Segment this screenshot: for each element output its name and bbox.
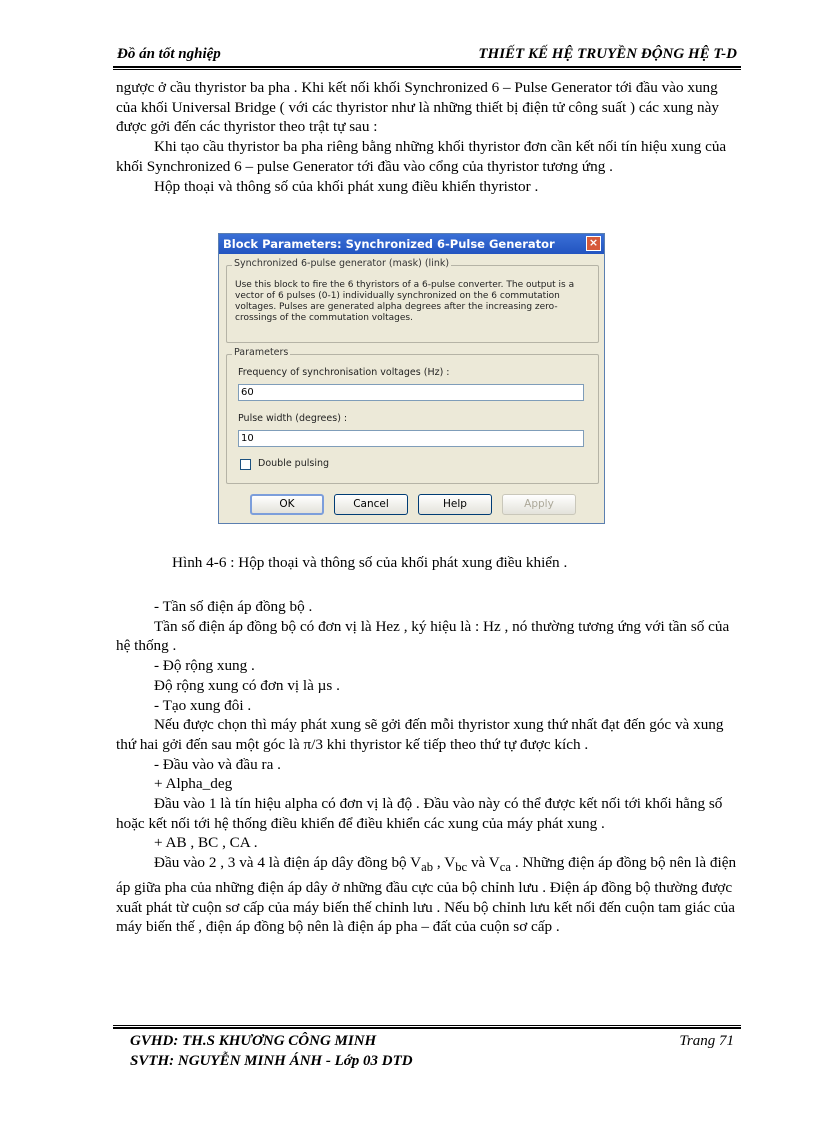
body-bottom — [116, 597, 740, 937]
mask-label: Synchronized 6-pulse generator (mask) (link) — [234, 258, 450, 269]
paragraph: Hộp thoại và thông số của khối phát xung điều khiển thyristor . — [154, 177, 539, 195]
dialog-title: Block Parameters: Synchronized 6-Pulse Generator — [223, 237, 555, 251]
paragraph: + AB , BC , CA . — [154, 834, 258, 852]
apply-button[interactable]: Apply — [502, 494, 576, 515]
footer-rule-thin — [113, 1025, 741, 1026]
pulse-width-input[interactable]: 10 — [238, 430, 584, 447]
block-parameters-dialog — [218, 233, 605, 524]
paragraph: - Tần số điện áp đồng bộ . — [154, 598, 313, 615]
text-run: và V — [467, 854, 500, 872]
paragraph: Nếu được chọn thì máy phát xung sẽ gởi đến mỗi thyristor xung thứ nhất đạt đến góc và xung thứ hai gởi đến sau một góc là π/3 khi thyristor kế tiếp theo thứ tự được kích . — [116, 716, 724, 753]
paragraph: - Đầu vào và đầu ra . — [154, 755, 281, 773]
header-left: Đồ án tốt nghiệp — [117, 46, 221, 62]
header-right: THIẾT KẾ HỆ TRUYỀN ĐỘNG HỆ T-D — [478, 46, 737, 62]
ok-button[interactable]: OK — [250, 494, 324, 515]
help-button[interactable]: Help — [418, 494, 492, 515]
parameters-label: Parameters — [234, 347, 289, 358]
paragraph: Độ rộng xung có đơn vị là µs . — [154, 676, 340, 694]
paragraph: + Alpha_deg — [154, 775, 233, 793]
paragraph: Khi tạo cầu thyristor ba pha riêng bằng những khối thyristor đơn cần kết nối tín hiệu xung của khối Synchronized 6 – pulse Generator tới đầu vào cổng của thyristor tương ứng . — [116, 138, 727, 175]
paragraph: - Độ rộng xung . — [154, 657, 255, 675]
page-number: Trang 71 — [679, 1033, 734, 1049]
text-run: Đầu vào 2 , 3 và 4 là điện áp dây đồng bộ V — [154, 854, 422, 872]
footer-rule — [113, 1027, 741, 1029]
paragraph: Đầu vào 1 là tín hiệu alpha có đơn vị là độ . Đầu vào này có thể được kết nối tới khối hằng số hoặc kết nối tới hệ thống điều khiển để điều khiển các xung của máy phát xung . — [116, 795, 723, 832]
paragraph: ngược ở cầu thyristor ba pha . Khi kết nối khối Synchronized 6 – Pulse Generator tới đầu vào xung của khối Universal Bridge ( với các thyristor như là những thiết bị điện tử công suất ) các xung này được gởi đến các thyristor theo trật tự sau : — [116, 79, 719, 136]
figure-caption: Hình 4-6 : Hộp thoại và thông số của khối phát xung điều khiển . — [172, 554, 568, 571]
mask-description: Use this block to fire the 6 thyristors of a 6-pulse converter. The output is a vector of 6 pulses (0-1) individually synchronized on the 6 commutation voltages. Pulses are generated alpha degrees after the increasing zero-crossings of the commutation voltages. — [235, 280, 575, 323]
text-run: , V — [433, 854, 456, 872]
frequency-input[interactable]: 60 — [238, 384, 584, 401]
page-header — [113, 44, 741, 66]
body-top — [116, 78, 740, 196]
pulse-width-label: Pulse width (degrees) : — [238, 413, 348, 424]
header-rule-thin — [113, 69, 741, 70]
text-run: . Những điện áp đồng bộ nên là điện áp giữa pha của những điện áp dây ở những đầu cực của bộ chỉnh lưu . Điện áp đồng bộ thường được xuất phát từ cuộn sơ cấp của máy biến thế chỉnh lưu . Nếu bộ chỉnh lưu kết nối đến cuộn tam giác của máy biến thế , điện áp đồng bộ nên là điện áp pha – đất của cuộn sơ cấp . — [116, 854, 737, 936]
cancel-button[interactable]: Cancel — [334, 494, 408, 515]
paragraph — [116, 853, 740, 937]
subscript: ca — [499, 860, 512, 875]
subscript: bc — [455, 860, 468, 875]
parameters-group — [226, 347, 599, 484]
paragraph: Tần số điện áp đồng bộ có đơn vị là Hez , ký hiệu là : Hz , nó thường tương ứng với tần số của hệ thống . — [116, 617, 730, 655]
dialog-titlebar — [219, 234, 604, 254]
close-icon[interactable]: × — [586, 236, 601, 251]
header-rule — [113, 66, 741, 68]
double-pulsing-label: Double pulsing — [258, 458, 330, 469]
footer-gvhd: GVHD: TH.S KHƯƠNG CÔNG MINH — [130, 1033, 377, 1049]
paragraph: - Tạo xung đôi . — [154, 696, 252, 714]
footer-svth: SVTH: NGUYỄN MINH ÁNH - Lớp 03 DTD — [130, 1053, 413, 1069]
mask-group — [226, 258, 599, 343]
double-pulsing-checkbox[interactable] — [240, 459, 251, 470]
frequency-label: Frequency of synchronisation voltages (Hz) : — [238, 367, 450, 378]
subscript: ab — [421, 860, 434, 875]
